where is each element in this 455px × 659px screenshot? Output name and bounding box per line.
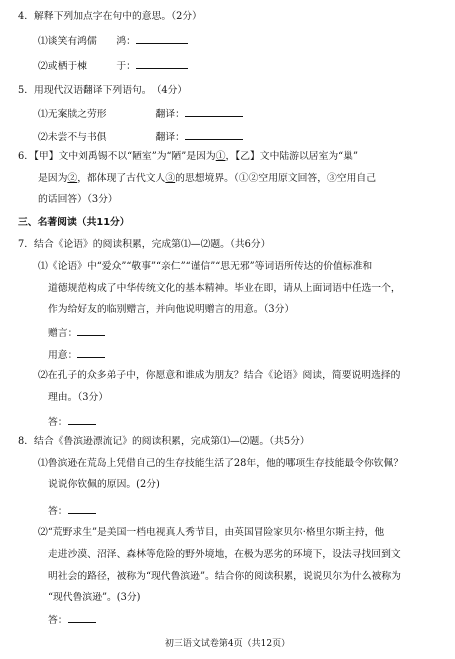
q7-part1-line-3: 作为给好友的临别赠言，并向他说明赠言的用意。（3分） [48, 304, 295, 315]
q8-part2-answer-label: 答： [48, 615, 68, 626]
q8-part1-answer-row [48, 503, 96, 519]
q7-gift-label: 赠言： [48, 328, 78, 339]
q8-part2-answer-row [48, 612, 96, 628]
q6-line-1 [18, 150, 358, 164]
q5-item-2-text: ⑵未尝不与书俱 翻译： [38, 132, 185, 143]
q6-line-3: 的话回答）（3分） [38, 194, 118, 205]
q6-line-1-text: 6．【甲】文中刘禹锡不以“陋室”为“陋”是因为 [18, 151, 216, 162]
q7-part2-line-1: ⑵在孔子的众多弟子中，你愿意和谁成为朋友？结合《论语》阅读，简要说明选择的 [38, 370, 401, 381]
q4-item-2 [38, 58, 188, 74]
q6-line-2-tail: 的思想境界。（①②空用原文回答，③空用自己 [175, 173, 376, 184]
q8-part2-line-3: 明社会的路径，被称为“现代鲁滨逊”。结合你的阅读积累，说说贝尔为什么被称为 [48, 571, 401, 582]
q8-part1-answer-label: 答： [48, 506, 68, 517]
q4-item-1 [38, 33, 188, 49]
q4-item-2-text: ⑵或栖于棟 于： [38, 61, 136, 72]
q5-title: 5．用现代汉语翻译下列语句。 （4分） [18, 85, 188, 96]
q7-part1-line-2: 道德规范构成了中华传统文化的基本精神。毕业在即，请从上面词语中任选一个， [48, 283, 401, 294]
q7-meaning-label: 用意： [48, 350, 78, 361]
q5-answer-blank-1[interactable] [185, 106, 243, 117]
q6-line-2-text: 是因为 [38, 173, 68, 184]
q8-part2-answer-blank[interactable] [68, 612, 96, 623]
q7-part1-line-1: ⑴《论语》中“爱众”“敬事”“亲仁”“谨信”“思无邪”等词语所传达的价值标准和 [38, 261, 373, 272]
q8-part1-line-1: ⑴鲁滨逊在荒岛上凭借自己的生存技能生活了28年，他的哪项生存技能最令你钦佩？ [38, 458, 404, 469]
q4-answer-blank-2[interactable] [136, 58, 188, 69]
q7-part2-line-2: 理由。（3分） [48, 392, 109, 403]
q7-answer-row [48, 414, 96, 430]
q6-blank-3[interactable]: ③ [165, 173, 176, 184]
q6-line-2 [38, 172, 376, 186]
q7-gift-row [48, 325, 105, 341]
q7-title: 7．结合《论语》的阅读积累，完成第⑴—⑵题。（共6分） [18, 239, 271, 250]
q6-line-2-mid: ，都体现了古代文人 [77, 173, 166, 184]
q5-item-2 [38, 129, 243, 145]
q5-item-1-text: ⑴无案牍之劳形 翻译： [38, 109, 185, 120]
q7-answer-blank[interactable] [68, 414, 96, 425]
q8-part1-answer-blank[interactable] [68, 503, 96, 514]
q5-answer-blank-2[interactable] [185, 129, 243, 140]
q7-meaning-row [48, 347, 105, 363]
q7-gift-blank[interactable] [77, 325, 105, 336]
q6-blank-1[interactable]: ① [215, 151, 226, 162]
q8-part2-line-4: “现代鲁滨逊”。(3分) [48, 592, 141, 603]
q4-title: 4．解释下列加点字在句中的意思。（2分） [18, 11, 202, 22]
q6-line-1-tail: ，【乙】文中陆游以居室为“巢” [225, 151, 358, 162]
q5-item-1 [38, 106, 243, 122]
q8-part2-line-1: ⑵“荒野求生”是美国一档电视真人秀节目，由英国冒险家贝尔·格里尔斯主持，他 [38, 527, 385, 538]
q8-part1-line-2: 说说你钦佩的原因。(2分) [48, 479, 160, 490]
q6-blank-2[interactable]: ② [67, 173, 78, 184]
q4-item-1-text: ⑴谈笑有鸿儒 鸿： [38, 36, 136, 47]
q7-answer-label: 答： [48, 417, 68, 428]
q7-meaning-blank[interactable] [77, 347, 105, 358]
q4-answer-blank-1[interactable] [136, 33, 188, 44]
page-footer: 初三语文试卷第4页（共12页） [164, 639, 291, 649]
section-3-title: 三、名著阅读（共11分） [18, 217, 130, 228]
q8-part2-line-2: 走进沙漠、沼泽、森林等危险的野外境地，在极为恶劣的环境下，设法寻找回到文 [48, 549, 401, 560]
q8-title: 8．结合《鲁滨逊漂流记》的阅读积累，完成第⑴—⑵题。（共5分） [18, 436, 310, 447]
